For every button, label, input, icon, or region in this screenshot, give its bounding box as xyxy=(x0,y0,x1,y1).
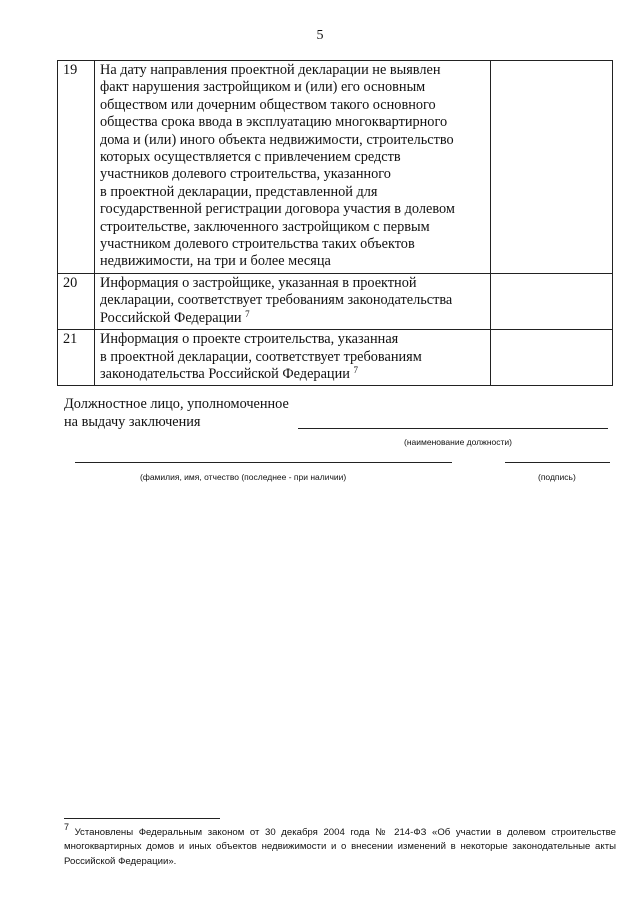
name-signature-line xyxy=(75,462,452,463)
table-row xyxy=(58,273,613,329)
position-signature-line xyxy=(298,428,608,429)
row-number: 19 xyxy=(58,61,95,274)
name-caption: (фамилия, имя, отчество (последнее - при наличии) xyxy=(140,472,347,482)
official-label-line2: на выдачу заключения xyxy=(64,414,201,430)
row-text-line: дома и (или) иного объекта недвижимости, строительство xyxy=(100,131,454,148)
footnote-marker: 7 xyxy=(64,822,70,832)
row-text xyxy=(95,273,491,329)
row-text-line: факт нарушения застройщиком и (или) его основным xyxy=(100,79,426,96)
footnote-ref: 7 xyxy=(353,364,358,375)
official-label-line1: Должностное лицо, уполномоченное xyxy=(64,396,289,412)
footnote-line: многоквартирных домов и иных объектов недвижимости и о внесении изменений в некоторые законодательные акты xyxy=(64,841,616,853)
row-text-line: участником долевого строительства таких объектов xyxy=(100,236,415,253)
signature-line xyxy=(505,462,610,463)
row-text-line: участников долевого строительства, указанного xyxy=(100,166,391,183)
row-number: 20 xyxy=(58,273,95,329)
signature-caption: (подпись) xyxy=(538,472,576,482)
footnote-line: Российской Федерации». xyxy=(64,855,177,867)
row-mark-cell xyxy=(491,61,613,274)
row-text-line: общества срока ввода в эксплуатацию многоквартирного xyxy=(100,114,448,131)
footnote xyxy=(64,822,616,869)
row-mark-cell xyxy=(491,273,613,329)
page-number: 5 xyxy=(316,28,324,43)
footnote-separator xyxy=(64,818,220,819)
row-text-line: в проектной декларации, соответствует требованиям xyxy=(100,348,422,365)
row-text-line: декларации, соответствует требованиям законодательства xyxy=(100,292,453,309)
row-text-line xyxy=(100,366,485,383)
row-number: 21 xyxy=(58,330,95,386)
position-caption: (наименование должности) xyxy=(404,437,512,447)
footnote-ref: 7 xyxy=(245,308,250,319)
footnote-text-segment: Установлены Федеральным законом от 30 декабря 2004 года № 214-ФЗ «Об участии в долевом строительстве xyxy=(74,827,616,838)
row-text-line: Информация о застройщике, указанная в проектной xyxy=(100,274,417,291)
row-text-line: обществом или дочерним обществом такого основного xyxy=(100,96,436,113)
criteria-table xyxy=(57,60,613,386)
row-text xyxy=(95,330,491,386)
row-text-line: На дату направления проектной декларации не выявлен xyxy=(100,62,441,78)
table-row xyxy=(58,61,613,274)
footnote-line xyxy=(64,822,616,840)
row-mark-cell xyxy=(491,330,613,386)
row-text-segment: законодательства Российской Федерации xyxy=(100,365,350,382)
row-text xyxy=(95,61,491,274)
row-text-line: недвижимости, на три и более месяца xyxy=(100,253,331,270)
row-text-line xyxy=(100,310,485,327)
row-text-line: в проектной декларации, представленной для xyxy=(100,183,378,200)
row-text-segment: Российской Федерации xyxy=(100,309,242,326)
row-text-line: Информация о проекте строительства, указанная xyxy=(100,331,399,348)
row-text-line: которых осуществляется с привлечением средств xyxy=(100,149,401,166)
row-text-line: строительстве, заключенного застройщиком с первым xyxy=(100,218,430,235)
table-row xyxy=(58,330,613,386)
row-text-line: государственной регистрации договора участия в долевом xyxy=(100,201,455,218)
